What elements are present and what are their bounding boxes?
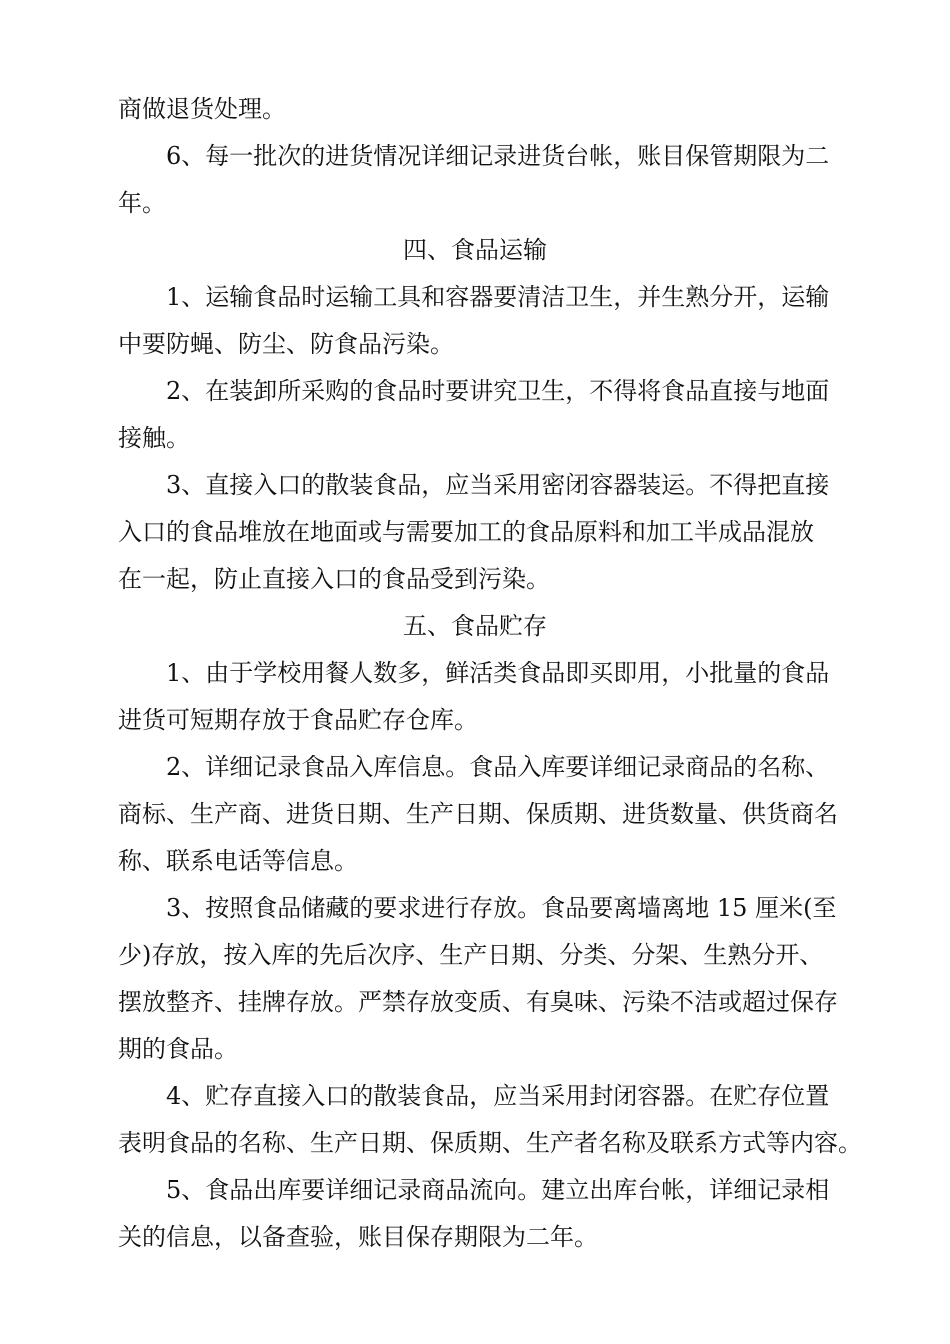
paragraph-line: 6、每一批次的进货情况详细记录进货台帐，账目保管期限为二 [166, 142, 830, 170]
paragraph-line: 摆放整齐、挂牌存放。严禁存放变质、有臭味、污染不洁或超过保存 [118, 988, 838, 1016]
paragraph-line: 进货可短期存放于食品贮存仓库。 [118, 706, 478, 734]
paragraph-line: 商做退货处理。 [118, 95, 286, 123]
paragraph-line: 商标、生产商、进货日期、生产日期、保质期、进货数量、供货商名 [118, 800, 838, 828]
paragraph-line: 表明食品的名称、生产日期、保质期、生产者名称及联系方式等内容。 [118, 1129, 862, 1157]
paragraph-line: 4、贮存直接入口的散装食品，应当采用封闭容器。在贮存位置 [166, 1082, 830, 1110]
paragraph-line: 5、食品出库要详细记录商品流向。建立出库台帐，详细记录相 [166, 1176, 830, 1204]
paragraph-line: 少)存放，按入库的先后次序、生产日期、分类、分架、生熟分开、 [118, 941, 824, 969]
paragraph-line: 中要防蝇、防尘、防食品污染。 [118, 330, 454, 358]
paragraph-line: 年。 [118, 189, 166, 217]
section-heading: 五、食品贮存 [403, 612, 547, 640]
paragraph-line: 1、由于学校用餐人数多，鲜活类食品即买即用，小批量的食品 [166, 659, 830, 687]
paragraph-line: 2、详细记录食品入库信息。食品入库要详细记录商品的名称、 [166, 753, 830, 781]
paragraph-line: 在一起，防止直接入口的食品受到污染。 [118, 565, 550, 593]
paragraph-line: 3、直接入口的散装食品，应当采用密闭容器装运。不得把直接 [166, 471, 830, 499]
paragraph-line: 称、联系电话等信息。 [118, 847, 358, 875]
paragraph-line: 3、按照食品储藏的要求进行存放。食品要离墙离地 15 厘米(至 [166, 894, 837, 922]
section-heading: 四、食品运输 [403, 236, 547, 264]
paragraph-line: 入口的食品堆放在地面或与需要加工的食品原料和加工半成品混放 [118, 518, 814, 546]
paragraph-line: 1、运输食品时运输工具和容器要清洁卫生，并生熟分开，运输 [166, 283, 830, 311]
paragraph-line: 2、在装卸所采购的食品时要讲究卫生，不得将食品直接与地面 [166, 377, 830, 405]
paragraph-line: 期的食品。 [118, 1035, 238, 1063]
paragraph-line: 接触。 [118, 424, 190, 452]
paragraph-line: 关的信息，以备查验，账目保存期限为二年。 [118, 1223, 598, 1251]
